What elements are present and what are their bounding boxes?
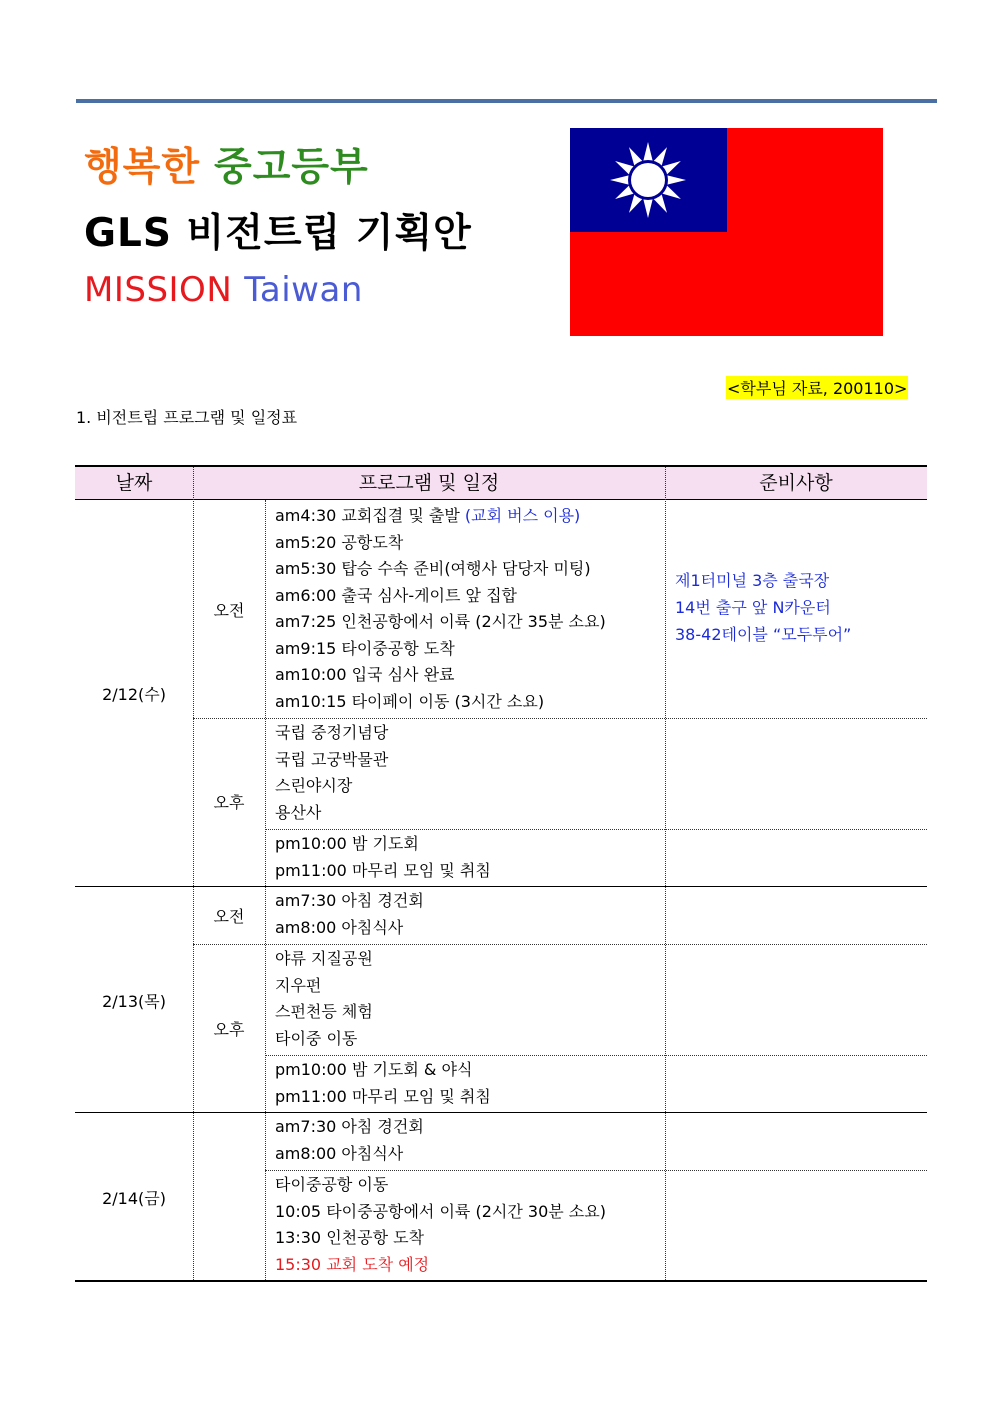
list-item: 타이중 이동 [275,1028,358,1048]
bus-note: (교회 버스 이용) [464,506,581,525]
list-item: 스펀천등 체험 [275,1002,373,1021]
title-taiwan: Taiwan [244,270,363,310]
list-item: am10:00 입국 심사 완료 [275,665,455,684]
taiwan-flag-image [570,128,883,336]
title-youth-dept: 중고등부 [214,145,369,190]
list-item: am8:00 아침식사 [275,1143,404,1163]
table-bottom-rule [75,1280,927,1282]
program-day1-morning [275,503,606,715]
list-item: 국립 고궁박물관 [275,749,389,769]
col-divider [265,500,266,1280]
list-item: am9:15 타이중공항 도착 [275,638,455,658]
title-happy: 행복한 [84,145,201,190]
row-divider [265,1055,927,1056]
date-day2: 2/13(목) [102,992,166,1011]
list-item: am8:00 아침식사 [275,917,404,937]
prep-day1 [675,567,851,648]
list-item: 용산사 [275,802,322,822]
list-item: 14번 출구 앞 N카운터 [675,598,831,617]
list-item: am7:30 아침 경건회 [275,1117,424,1136]
program-day3-morning [275,1114,424,1167]
row-divider [193,944,927,945]
day-divider [75,1112,927,1113]
list-item: 지우펀 [275,975,322,995]
time-day1-afternoon: 오후 [213,793,245,812]
header-program: 프로그램 및 일정 [358,472,500,494]
list-item: am6:00 출국 심사-게이트 앞 집합 [275,585,517,605]
date-day3: 2/14(금) [102,1189,166,1208]
title-line-2: GLS 비전트립 기획안 [84,211,472,256]
list-item: 13:30 인천공항 도착 [275,1228,425,1247]
list-item: 국립 중정기념당 [275,723,389,742]
section-title: 1. 비전트립 프로그램 및 일정표 [76,408,298,427]
col-divider [665,467,666,1280]
program-day2-morning [275,888,424,941]
list-item: 타이중공항 이동 [275,1175,389,1194]
list-item: 야류 지질공원 [275,949,373,968]
program-day3-afternoon [275,1172,606,1278]
list-item: 38-42테이블 “모두투어” [675,625,852,644]
list-item: am4:30 교회집결 및 출발 (교회 버스 이용) [275,506,581,525]
list-item: am7:25 인천공항에서 이륙 (2시간 35분 소요) [275,612,606,631]
header-prep: 준비사항 [759,472,833,494]
list-item: 제1터미널 3층 출국장 [675,571,830,590]
title-line-3 [84,270,363,310]
list-item: pm10:00 밤 기도회 & 야식 [275,1060,473,1079]
date-day1: 2/12(수) [102,685,166,704]
row-divider [193,718,927,719]
top-rule [76,99,937,103]
program-day2-afternoon [275,946,373,1052]
col-divider [193,467,194,1280]
time-day1-morning: 오전 [213,601,245,620]
list-item: am10:15 타이페이 이동 (3시간 소요) [275,691,545,711]
program-day1-evening [275,831,491,884]
arrival-item: 15:30 교회 도착 예정 [275,1254,430,1274]
row-divider [265,1170,927,1171]
list-item: pm10:00 밤 기도회 [275,834,419,853]
program-day1-afternoon [275,720,388,826]
title-mission: MISSION [84,270,233,310]
program-day2-evening [275,1057,491,1110]
list-item: pm11:00 마무리 모임 및 취침 [275,860,491,880]
list-item: 스린야시장 [275,776,353,795]
table-header [75,465,927,500]
row-divider [265,829,927,830]
list-item: am7:30 아침 경건회 [275,891,424,910]
reference-note: <학부님 자료, 200110> [726,376,908,399]
header-date: 날짜 [115,472,153,494]
day-divider [75,886,927,887]
time-day2-morning: 오전 [213,907,245,926]
list-item: am5:20 공항도착 [275,532,404,552]
title-line-1 [84,136,369,192]
time-day2-afternoon: 오후 [213,1020,245,1039]
list-item: pm11:00 마무리 모임 및 취침 [275,1086,491,1106]
list-item: 10:05 타이중공항에서 이륙 (2시간 30분 소요) [275,1201,606,1221]
list-item: am5:30 탑승 수속 준비(여행사 담당자 미팅) [275,559,591,578]
